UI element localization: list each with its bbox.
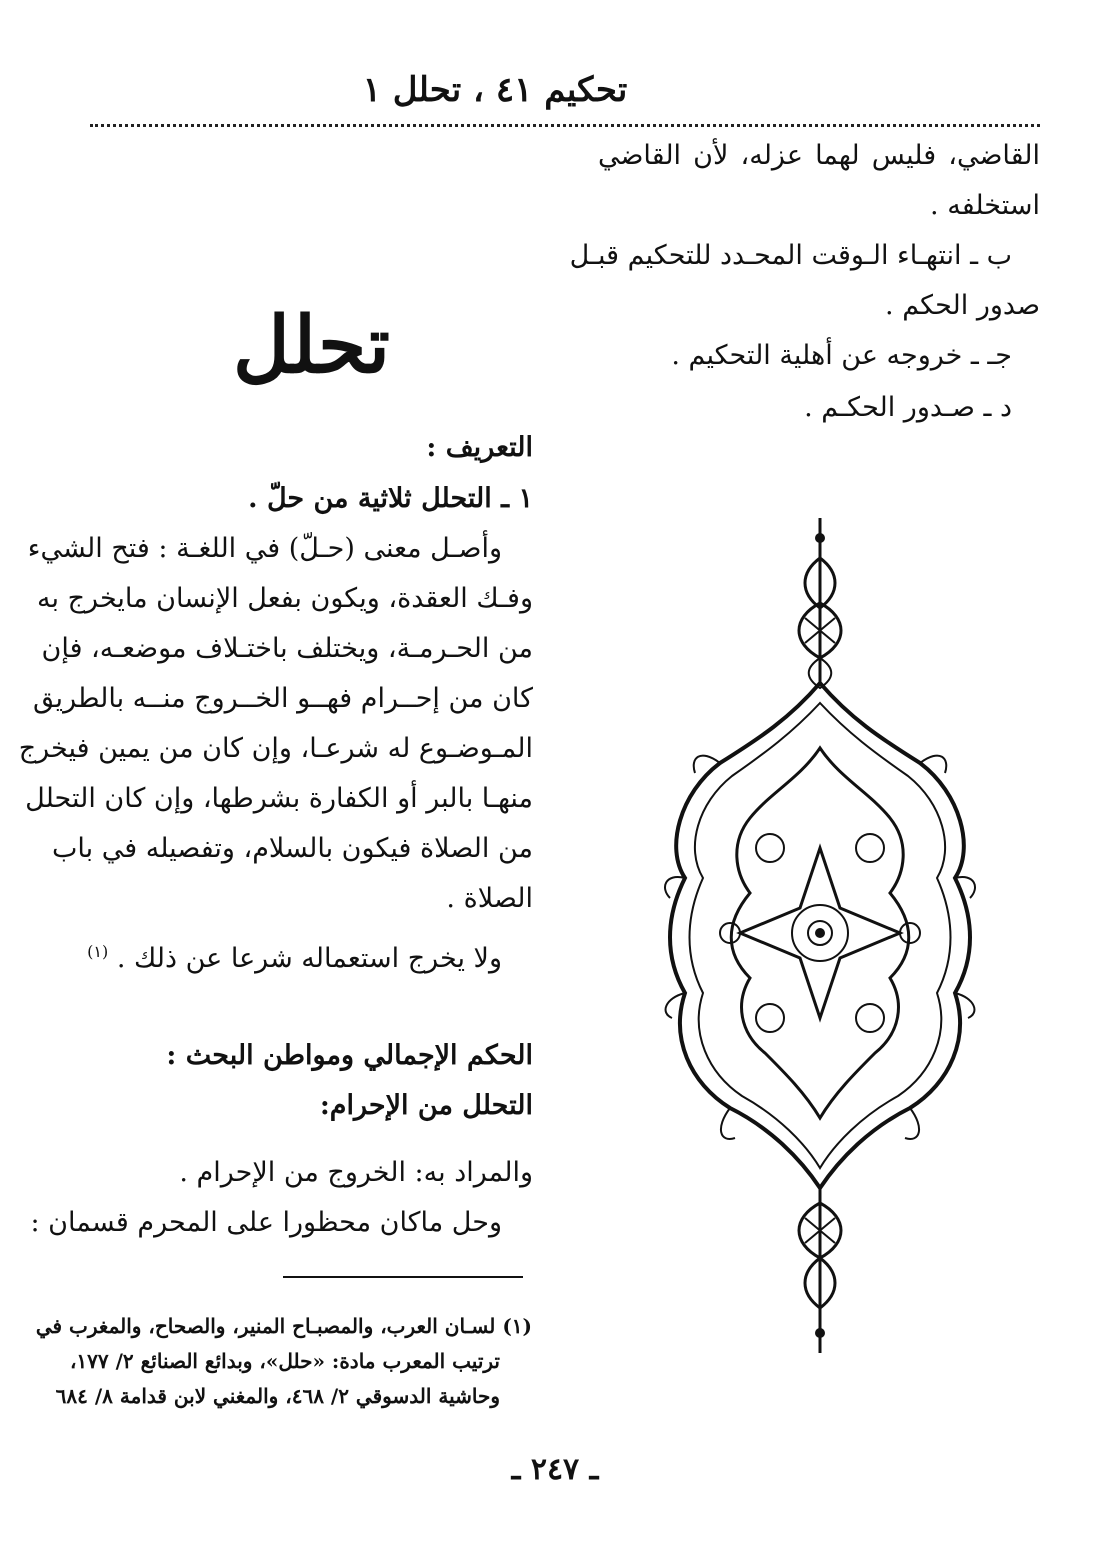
definition-line-9: الصلاة . bbox=[446, 883, 533, 914]
header-dotted-divider bbox=[90, 124, 1040, 127]
ruling-subheading: التحلل من الإحرام: bbox=[319, 1090, 533, 1121]
definition-line-10-text: ولا يخرج استعماله شرعا عن ذلك . bbox=[116, 943, 502, 974]
right-column-line-2: استخلفه . bbox=[930, 190, 1040, 221]
right-column-line-6: د ـ صـدور الحكـم . bbox=[804, 392, 1012, 423]
footnote-line-3: وحاشية الدسوقي ٢/ ٤٦٨، والمغني لابن قدامة ٨/ ٦٨٤ bbox=[55, 1384, 500, 1408]
ruling-line-1: والمراد به: الخروج من الإحرام . bbox=[179, 1157, 533, 1188]
definition-line-10 bbox=[87, 942, 502, 974]
right-column-line-4: صدور الحكم . bbox=[885, 290, 1040, 321]
right-column-line-3: ب ـ انتهـاء الـوقت المحـدد للتحكيم قبـل bbox=[569, 240, 1012, 271]
definition-line-2: وأصـل معنى (حـلّ) في اللغـة : فتح الشيء bbox=[27, 533, 502, 564]
definition-heading: التعريف : bbox=[426, 432, 533, 463]
definition-line-8: من الصلاة فيكون بالسلام، وتفصيله في باب bbox=[51, 833, 533, 864]
footnote-line-2: ترتيب المعرب مادة: «حلل»، وبدائع الصنائع ٢/ ١٧٧، bbox=[69, 1349, 500, 1373]
definition-line-1: ١ ـ التحلل ثلاثية من حلّ . bbox=[248, 483, 533, 514]
running-head: تحكيم ٤١ ، تحلل ١ bbox=[362, 70, 628, 110]
arabesque-ornament-icon bbox=[660, 518, 980, 1353]
right-column-line-5: جـ ـ خروجه عن أهلية التحكيم . bbox=[671, 340, 1012, 371]
definition-line-5: كان من إحــرام فهــو الخــروج منــه بالطريق bbox=[33, 683, 533, 714]
ruling-line-2: وحل ماكان محظورا على المحرم قسمان : bbox=[30, 1207, 502, 1238]
entry-title: تحلل bbox=[233, 300, 390, 391]
footnote-reference: (١) bbox=[87, 942, 109, 961]
definition-line-4: من الحـرمـة، ويختلف باختـلاف موضعـه، فإن bbox=[41, 633, 533, 664]
right-column-line-1: القاضي، فليس لهما عزله، لأن القاضي bbox=[598, 140, 1040, 171]
footnote-rule bbox=[283, 1276, 523, 1278]
definition-line-6: المـوضـوع له شرعـا، وإن كان من يمين فيخرج bbox=[18, 733, 533, 764]
ruling-heading: الحكم الإجمالي ومواطن البحث : bbox=[166, 1040, 533, 1071]
footnote-line-1: (١) لسـان العرب، والمصبـاح المنير، والصحاح، والمغرب في bbox=[35, 1314, 532, 1338]
definition-line-7: منهـا بالبر أو الكفارة بشرطها، وإن كان التحلل bbox=[25, 783, 533, 814]
definition-line-3: وفـك العقدة، ويكون بفعل الإنسان مايخرج به bbox=[37, 583, 533, 614]
page-number: ـ ٢٤٧ ـ bbox=[511, 1452, 599, 1487]
